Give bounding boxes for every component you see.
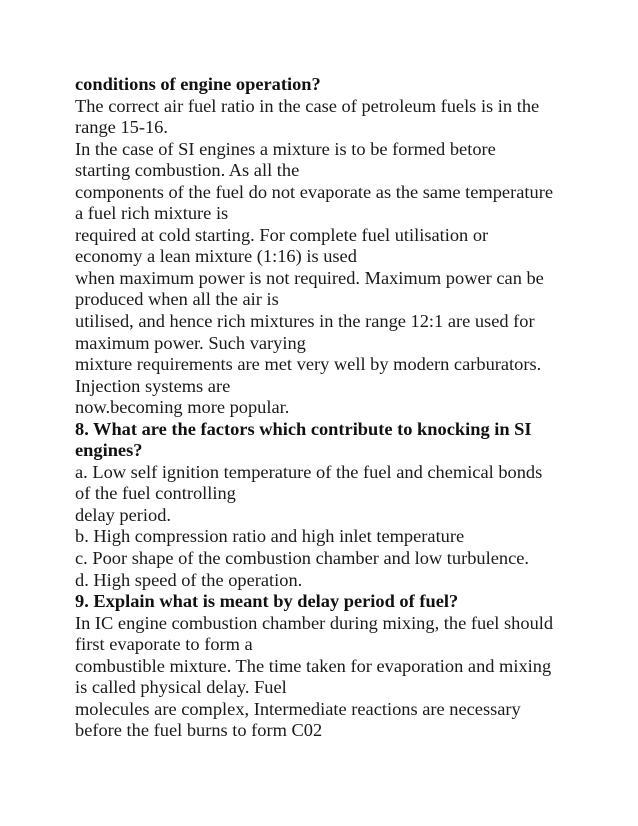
question-heading-line: conditions of engine operation? (75, 74, 321, 94)
question-heading-line: engines? (75, 440, 143, 461)
body-text-line: required at cold starting. For complete fuel utilisation or (75, 224, 489, 245)
body-text-line: components of the fuel do not evaporate as the same temperature (75, 181, 553, 202)
body-text-line: before the fuel burns to form C02 (75, 720, 323, 741)
body-text-line: a fuel rich mixture is (75, 203, 229, 224)
body-text-line: combustible mixture. The time taken for evaporation and mixing (75, 655, 552, 676)
body-text-line: a. Low self ignition temperature of the fuel and chemical bonds (75, 461, 543, 482)
body-text-line: delay period. (75, 504, 172, 525)
body-text-line: economy a lean mixture (1:16) is used (75, 246, 357, 267)
body-text-line: Injection systems are (75, 375, 231, 396)
body-text-line: In IC engine combustion chamber during mixing, the fuel should (75, 612, 554, 633)
body-text-line: molecules are complex, Intermediate reactions are necessary (75, 698, 521, 719)
body-text-line: is called physical delay. Fuel (75, 677, 287, 698)
body-text-line: maximum power. Such varying (75, 332, 306, 353)
question-heading-line: 8. What are the factors which contribute to knocking in SI (75, 418, 532, 439)
body-text-line: In the case of SI engines a mixture is to be formed betore (75, 138, 496, 159)
body-text-line: c. Poor shape of the combustion chamber and low turbulence. (75, 548, 530, 569)
body-text-line: of the fuel controlling (75, 483, 236, 504)
body-text-line: utilised, and hence rich mixtures in the range 12:1 are used for (75, 311, 535, 332)
body-text-line: mixture requirements are met very well by modern carburators. (75, 354, 542, 375)
body-text-line: when maximum power is not required. Maximum power can be (75, 267, 544, 288)
document-page (75, 74, 580, 742)
body-text-line: range 15-16. (75, 117, 168, 138)
body-text-line: d. High speed of the operation. (75, 569, 303, 590)
question-heading-line: 9. Explain what is meant by delay period of fuel? (75, 591, 459, 612)
body-text-line: produced when all the air is (75, 289, 279, 310)
body-text-line: starting combustion. As all the (75, 160, 300, 181)
body-text-line: now.becoming more popular. (75, 397, 290, 418)
body-text-line: b. High compression ratio and high inlet temperature (75, 526, 465, 547)
body-text-line: The correct air fuel ratio in the case of petroleum fuels is in the (75, 95, 540, 116)
body-text-line: first evaporate to form a (75, 634, 253, 655)
